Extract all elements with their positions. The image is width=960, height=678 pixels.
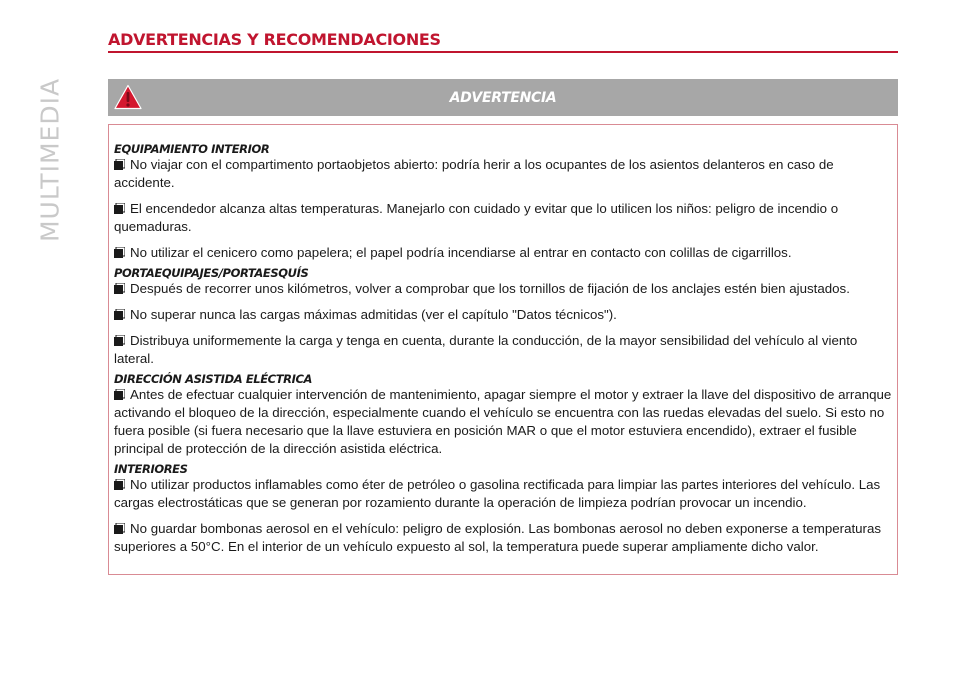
list-item: Distribuya uniformemente la carga y tenga en cuenta, durante la conducción, de la mayor sensibilidad del vehículo al viento lateral.	[114, 333, 858, 366]
list-item: No utilizar productos inflamables como éter de petróleo o gasolina rectificada para limpiar las partes interiores del vehículo. Las cargas electrostáticas que se generan por rozamiento durante la operación de limpieza podrían provocar un incendio.	[114, 477, 881, 510]
section-heading: EQUIPAMIENTO INTERIOR	[114, 142, 270, 156]
list-item: No utilizar el cenicero como papelera; el papel podría incendiarse al entrar en contacto con colillas de cigarrillos.	[114, 244, 892, 262]
section-heading: DIRECCIÓN ASISTIDA ELÉCTRICA	[114, 372, 313, 386]
section-heading: INTERIORES	[114, 462, 188, 476]
checkbox-bullet-icon	[114, 477, 125, 488]
list-item: No superar nunca las cargas máximas admitidas (ver el capítulo "Datos técnicos").	[114, 306, 892, 324]
title-divider	[108, 51, 898, 53]
list-item: No viajar con el compartimento portaobjetos abierto: podría herir a los ocupantes de los asientos delanteros en caso de accidente.	[114, 157, 834, 190]
section-heading: PORTAEQUIPAJES/PORTAESQUÍS	[114, 266, 309, 280]
list-item: El encendedor alcanza altas temperaturas. Manejarlo con cuidado y evitar que lo utilicen los niños: peligro de incendio o quemaduras.	[114, 201, 839, 234]
checkbox-bullet-icon	[114, 281, 125, 292]
warning-title: ADVERTENCIA	[449, 90, 557, 106]
page-title: ADVERTENCIAS Y RECOMENDACIONES	[108, 30, 441, 49]
list-item: Después de recorrer unos kilómetros, volver a comprobar que los tornillos de fijación de los anclajes estén bien ajustados.	[114, 280, 892, 298]
checkbox-bullet-icon	[114, 201, 125, 212]
list-item: No guardar bombonas aerosol en el vehículo: peligro de explosión. Las bombonas aerosol no deben exponerse a temperaturas superiores a 50°C. En el interior de un vehículo expuesto al sol, la temperatura puede superar ampliamente dicho valor.	[114, 521, 882, 554]
checkbox-bullet-icon	[114, 521, 125, 532]
warning-header	[108, 79, 898, 116]
checkbox-bullet-icon	[114, 333, 125, 344]
section-direccion-asistida	[114, 372, 892, 458]
list-item: Antes de efectuar cualquier intervención de mantenimiento, apagar siempre el motor y extraer la llave del dispositivo de arranque activando el bloqueo de la dirección, especialmente cuando el vehículo se encuentra con las ruedas elevadas del suelo. Si esto no fuera posible (si fuera necesario que la llave estuviera en posición MAR o que el motor estuviera encendido), extraer el fusible principal de protección de la dirección asistida eléctrica.	[114, 387, 892, 456]
section-portaequipajes	[114, 266, 892, 368]
checkbox-bullet-icon	[114, 245, 125, 256]
checkbox-bullet-icon	[114, 157, 125, 168]
warning-body	[108, 124, 898, 575]
side-section-label: MULTIMEDIA	[35, 77, 65, 243]
section-equipamiento-interior	[114, 142, 892, 262]
checkbox-bullet-icon	[114, 307, 125, 318]
checkbox-bullet-icon	[114, 387, 125, 398]
section-interiores	[114, 462, 892, 556]
